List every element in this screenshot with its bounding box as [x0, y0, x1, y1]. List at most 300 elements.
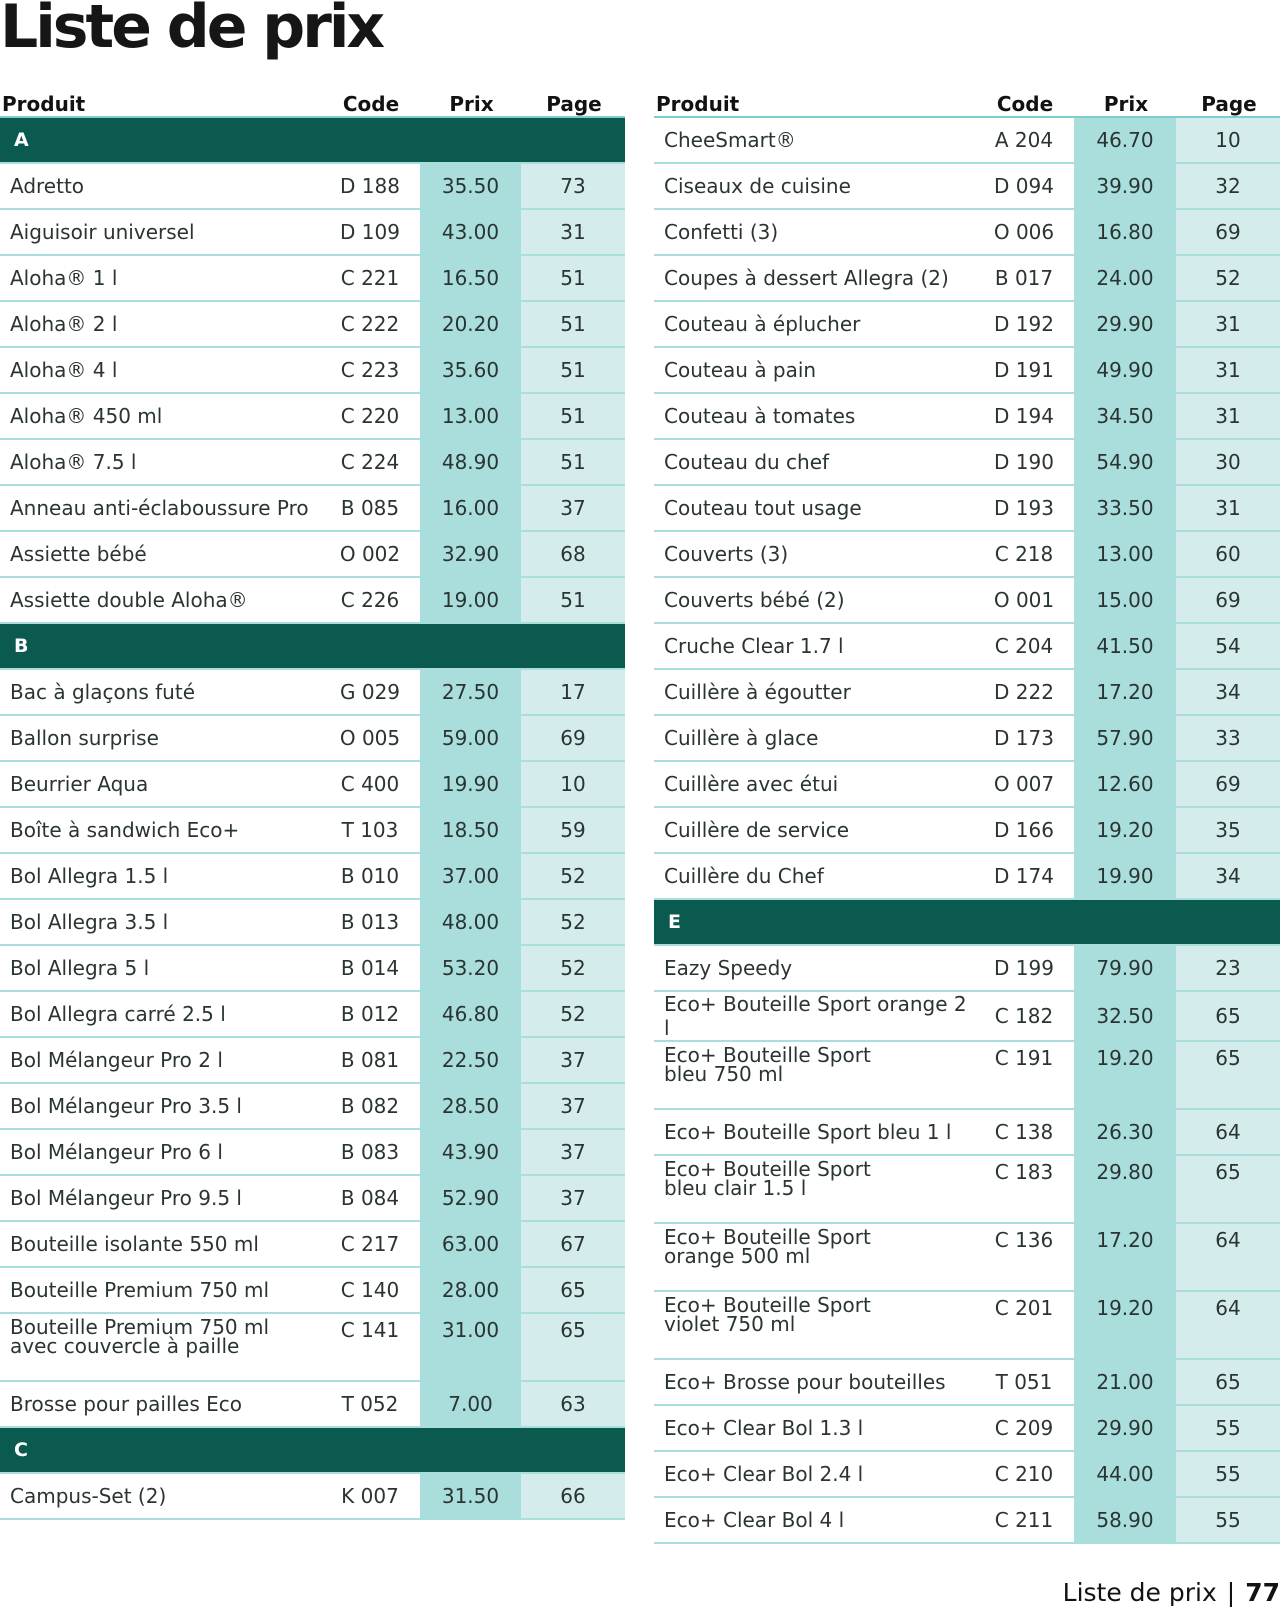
product-name [654, 1451, 974, 1497]
product-page: 37 [521, 1129, 625, 1175]
product-price: 48.00 [420, 899, 521, 945]
product-name-line: Cuillère avec étui [664, 772, 839, 796]
section-letter: B [0, 623, 625, 669]
section-header-row [0, 1427, 625, 1473]
product-name-line: Couteau à tomates [664, 404, 856, 428]
product-code: B 082 [320, 1083, 420, 1129]
product-name [0, 347, 320, 393]
product-name-line: Eco+ Bouteille Sport [664, 1225, 871, 1249]
product-page: 51 [521, 577, 625, 623]
product-name [0, 531, 320, 577]
product-name [0, 1473, 320, 1519]
product-name-line: Eco+ Bouteille Sport bleu 1 l [664, 1120, 952, 1144]
product-name [0, 1083, 320, 1129]
product-name-line: Aloha® 7.5 l [10, 450, 137, 474]
product-name [654, 577, 974, 623]
product-name-line: Eco+ Clear Bol 1.3 l [664, 1416, 864, 1440]
table-row [0, 899, 625, 945]
product-code: O 002 [320, 531, 420, 577]
table-row [654, 439, 1280, 485]
product-price: 24.00 [1074, 255, 1176, 301]
product-code: C 221 [320, 255, 420, 301]
product-name-line: Cuillère à égoutter [664, 680, 851, 704]
product-code: C 138 [974, 1109, 1074, 1155]
product-page: 30 [1176, 439, 1280, 485]
product-page: 69 [521, 715, 625, 761]
table-row [654, 209, 1280, 255]
table-row [654, 1405, 1280, 1451]
product-page: 34 [1176, 853, 1280, 899]
product-name [654, 393, 974, 439]
product-name [654, 623, 974, 669]
product-page: 10 [1176, 117, 1280, 163]
product-name-line-2: bleu 750 ml [664, 1062, 784, 1086]
product-page: 32 [1176, 163, 1280, 209]
product-name [0, 439, 320, 485]
product-page: 69 [1176, 761, 1280, 807]
table-row [0, 1267, 625, 1313]
product-page: 52 [521, 853, 625, 899]
product-name [0, 255, 320, 301]
product-code: B 081 [320, 1037, 420, 1083]
product-price: 46.80 [420, 991, 521, 1037]
product-name-line: Eco+ Bouteille Sport [664, 1293, 871, 1317]
product-name-line: Brosse pour pailles Eco [10, 1392, 243, 1416]
table-row [0, 531, 625, 577]
header-page: Page [1176, 86, 1280, 117]
product-price: 28.50 [420, 1083, 521, 1129]
product-price: 16.00 [420, 485, 521, 531]
product-code: C 400 [320, 761, 420, 807]
product-page: 51 [521, 439, 625, 485]
table-row [0, 715, 625, 761]
product-price: 57.90 [1074, 715, 1176, 761]
product-name-line: Beurrier Aqua [10, 772, 149, 796]
product-name [0, 301, 320, 347]
table-row [654, 577, 1280, 623]
product-name [0, 761, 320, 807]
product-price: 54.90 [1074, 439, 1176, 485]
product-name [0, 1037, 320, 1083]
product-price: 39.90 [1074, 163, 1176, 209]
table-row [0, 163, 625, 209]
product-price: 22.50 [420, 1037, 521, 1083]
product-code: T 051 [974, 1359, 1074, 1405]
header-product: Produit [0, 86, 320, 117]
product-page: 35 [1176, 807, 1280, 853]
product-price: 35.50 [420, 163, 521, 209]
page-title: Liste de prix [0, 0, 383, 62]
product-code: C 136 [974, 1223, 1074, 1291]
product-page: 37 [521, 1083, 625, 1129]
product-page: 65 [1176, 1359, 1280, 1405]
section-header-row [654, 899, 1280, 945]
table-row [654, 1223, 1280, 1291]
product-price: 17.20 [1074, 1223, 1176, 1291]
product-code: B 010 [320, 853, 420, 899]
price-list-right [654, 86, 1280, 1544]
product-price: 48.90 [420, 439, 521, 485]
product-page: 64 [1176, 1109, 1280, 1155]
table-header-row [0, 86, 625, 117]
product-price: 13.00 [1074, 531, 1176, 577]
product-code: O 001 [974, 577, 1074, 623]
product-price: 21.00 [1074, 1359, 1176, 1405]
product-page: 67 [521, 1221, 625, 1267]
product-price: 34.50 [1074, 393, 1176, 439]
product-name-line: Eazy Speedy [664, 956, 793, 980]
table-row [654, 1291, 1280, 1359]
product-name-line: Couteau à pain [664, 358, 817, 382]
product-name [654, 531, 974, 577]
product-name [654, 209, 974, 255]
product-name-line: Couteau tout usage [664, 496, 862, 520]
product-name [0, 577, 320, 623]
product-price: 19.20 [1074, 1041, 1176, 1109]
product-code: K 007 [320, 1473, 420, 1519]
product-page: 17 [521, 669, 625, 715]
product-name [0, 1381, 320, 1427]
header-code: Code [974, 86, 1074, 117]
product-price: 59.00 [420, 715, 521, 761]
table-row [654, 1155, 1280, 1223]
product-price: 15.00 [1074, 577, 1176, 623]
product-code: D 194 [974, 393, 1074, 439]
product-code: D 166 [974, 807, 1074, 853]
product-price: 33.50 [1074, 485, 1176, 531]
product-page: 66 [521, 1473, 625, 1519]
product-code: B 085 [320, 485, 420, 531]
product-price: 49.90 [1074, 347, 1176, 393]
product-name-line: Adretto [10, 174, 85, 198]
product-price: 52.90 [420, 1175, 521, 1221]
product-name [654, 255, 974, 301]
product-name [0, 1267, 320, 1313]
header-page: Page [521, 86, 625, 117]
product-page: 60 [1176, 531, 1280, 577]
product-name [654, 117, 974, 163]
product-page: 37 [521, 485, 625, 531]
product-name-line: Ciseaux de cuisine [664, 174, 851, 198]
product-name-line: Bol Allegra carré 2.5 l [10, 1002, 226, 1026]
table-row [0, 255, 625, 301]
product-name-line: Cuillère du Chef [664, 864, 824, 888]
product-name-line: Bol Allegra 5 l [10, 956, 150, 980]
product-price: 19.90 [420, 761, 521, 807]
product-name-line: Coupes à dessert Allegra (2) [664, 266, 949, 290]
table-row [654, 715, 1280, 761]
product-name [654, 347, 974, 393]
product-name-line: Anneau anti-éclaboussure Pro [10, 496, 309, 520]
product-page: 51 [521, 393, 625, 439]
product-name [0, 1313, 320, 1381]
section-header-row [0, 117, 625, 163]
product-page: 52 [1176, 255, 1280, 301]
product-page: 65 [1176, 1155, 1280, 1223]
table-row [654, 485, 1280, 531]
product-code: B 014 [320, 945, 420, 991]
product-code: C 183 [974, 1155, 1074, 1223]
footer-label: Liste de prix [1062, 1578, 1217, 1607]
product-price: 46.70 [1074, 117, 1176, 163]
product-page: 10 [521, 761, 625, 807]
product-name [0, 1129, 320, 1175]
page-number: 77 [1245, 1578, 1280, 1607]
product-price: 43.90 [420, 1129, 521, 1175]
product-name-line: Eco+ Clear Bol 4 l [664, 1508, 845, 1532]
table-row [0, 1037, 625, 1083]
product-code: D 190 [974, 439, 1074, 485]
product-page: 69 [1176, 209, 1280, 255]
product-name [654, 163, 974, 209]
product-price: 7.00 [420, 1381, 521, 1427]
table-row [654, 853, 1280, 899]
product-name [0, 991, 320, 1037]
product-page: 55 [1176, 1497, 1280, 1543]
header-price: Prix [420, 86, 521, 117]
product-code: C 204 [974, 623, 1074, 669]
product-name-line: Cuillère à glace [664, 726, 819, 750]
product-name [654, 1405, 974, 1451]
product-price: 37.00 [420, 853, 521, 899]
page-footer [1063, 1578, 1280, 1607]
header-product: Produit [654, 86, 974, 117]
table-row [0, 1221, 625, 1267]
product-name-line: Eco+ Clear Bol 2.4 l [664, 1462, 864, 1486]
product-page: 64 [1176, 1291, 1280, 1359]
product-name-line: Assiette bébé [10, 542, 147, 566]
product-name-line-2: orange 500 ml [664, 1244, 811, 1268]
table-row [654, 255, 1280, 301]
product-page: 37 [521, 1175, 625, 1221]
product-name-line: Couverts bébé (2) [664, 588, 845, 612]
product-page: 68 [521, 531, 625, 577]
product-price: 63.00 [420, 1221, 521, 1267]
table-row [654, 163, 1280, 209]
table-row [0, 991, 625, 1037]
table-row [0, 301, 625, 347]
table-row [654, 531, 1280, 577]
product-page: 31 [1176, 347, 1280, 393]
product-name-line: Assiette double Aloha® [10, 588, 248, 612]
product-price: 29.90 [1074, 301, 1176, 347]
product-name-line-2: avec couvercle à paille [10, 1334, 240, 1358]
product-page: 31 [521, 209, 625, 255]
table-row [0, 393, 625, 439]
product-name-line: Aiguisoir universel [10, 220, 195, 244]
product-page: 65 [1176, 1041, 1280, 1109]
product-page: 31 [1176, 393, 1280, 439]
product-code: D 109 [320, 209, 420, 255]
table-row [654, 761, 1280, 807]
table-body-left [0, 117, 625, 1519]
table-row [0, 1083, 625, 1129]
product-page: 55 [1176, 1451, 1280, 1497]
table-row [654, 1041, 1280, 1109]
section-letter: A [0, 117, 625, 163]
product-page: 65 [521, 1313, 625, 1381]
product-code: C 209 [974, 1405, 1074, 1451]
product-code: C 218 [974, 531, 1074, 577]
product-name-line: Cuillère de service [664, 818, 850, 842]
product-code: C 210 [974, 1451, 1074, 1497]
product-name [654, 715, 974, 761]
product-name [0, 1175, 320, 1221]
product-price: 26.30 [1074, 1109, 1176, 1155]
table-row [0, 1129, 625, 1175]
table-row [0, 209, 625, 255]
product-code: D 174 [974, 853, 1074, 899]
product-name-line: Bouteille isolante 550 ml [10, 1232, 259, 1256]
product-name [0, 715, 320, 761]
product-page: 59 [521, 807, 625, 853]
product-name-line: Bol Mélangeur Pro 2 l [10, 1048, 223, 1072]
product-name-line: Eco+ Bouteille Sport [664, 1157, 871, 1181]
product-code: D 193 [974, 485, 1074, 531]
product-name [654, 1359, 974, 1405]
product-name-line: Bol Mélangeur Pro 3.5 l [10, 1094, 242, 1118]
product-price: 16.50 [420, 255, 521, 301]
product-page: 69 [1176, 577, 1280, 623]
table-row [0, 347, 625, 393]
product-name-line: Bol Allegra 1.5 l [10, 864, 169, 888]
product-name [0, 163, 320, 209]
section-header-row [0, 623, 625, 669]
table-row [0, 1313, 625, 1381]
product-code: T 103 [320, 807, 420, 853]
table-body-right [654, 117, 1280, 1543]
table-row [654, 1359, 1280, 1405]
product-page: 65 [521, 1267, 625, 1313]
product-code: B 012 [320, 991, 420, 1037]
product-name [654, 853, 974, 899]
table-row [654, 945, 1280, 991]
product-name-line: Bouteille Premium 750 ml [10, 1315, 270, 1339]
table-row [654, 1497, 1280, 1543]
table-row [0, 1473, 625, 1519]
product-name [654, 945, 974, 991]
table-row [0, 945, 625, 991]
product-page: 52 [521, 945, 625, 991]
product-price: 16.80 [1074, 209, 1176, 255]
product-code: C 222 [320, 301, 420, 347]
product-name-line: Couteau à éplucher [664, 312, 861, 336]
product-price: 17.20 [1074, 669, 1176, 715]
product-page: 33 [1176, 715, 1280, 761]
product-code: C 191 [974, 1041, 1074, 1109]
product-name-line: Couteau du chef [664, 450, 830, 474]
table-row [654, 117, 1280, 163]
footer-separator: | [1226, 1578, 1236, 1607]
price-list-left [0, 86, 625, 1520]
product-price: 19.00 [420, 577, 521, 623]
product-name [654, 1497, 974, 1543]
section-letter: E [654, 899, 1280, 945]
product-price: 43.00 [420, 209, 521, 255]
product-price: 27.50 [420, 669, 521, 715]
product-name [654, 1041, 974, 1109]
product-page: 23 [1176, 945, 1280, 991]
product-code: C 223 [320, 347, 420, 393]
product-price: 13.00 [420, 393, 521, 439]
product-code: C 226 [320, 577, 420, 623]
product-name [654, 669, 974, 715]
product-name-line: Couverts (3) [664, 542, 789, 566]
product-page: 31 [1176, 301, 1280, 347]
table-row [654, 301, 1280, 347]
product-code: A 204 [974, 117, 1074, 163]
product-code: T 052 [320, 1381, 420, 1427]
table-row [0, 807, 625, 853]
table-row [0, 1381, 625, 1427]
product-price: 31.50 [420, 1473, 521, 1519]
product-name-line-2: violet 750 ml [664, 1312, 796, 1336]
product-name [0, 945, 320, 991]
product-price: 18.50 [420, 807, 521, 853]
product-page: 54 [1176, 623, 1280, 669]
product-name [0, 807, 320, 853]
product-name [0, 209, 320, 255]
table-row [0, 669, 625, 715]
product-name [654, 485, 974, 531]
product-price: 35.60 [420, 347, 521, 393]
product-name [654, 1109, 974, 1155]
product-code: B 017 [974, 255, 1074, 301]
product-page: 34 [1176, 669, 1280, 715]
product-code: B 084 [320, 1175, 420, 1221]
product-name [0, 853, 320, 899]
product-page: 51 [521, 301, 625, 347]
product-name-line-2: bleu clair 1.5 l [664, 1176, 807, 1200]
product-name-line: Ballon surprise [10, 726, 159, 750]
product-name-line: Aloha® 1 l [10, 266, 118, 290]
table-row [654, 807, 1280, 853]
product-name [654, 439, 974, 485]
table-row [0, 485, 625, 531]
product-name-line: Campus-Set (2) [10, 1484, 167, 1508]
product-name [654, 761, 974, 807]
product-name [654, 991, 974, 1041]
product-price: 32.90 [420, 531, 521, 577]
table-row [0, 761, 625, 807]
product-code: G 029 [320, 669, 420, 715]
product-page: 52 [521, 991, 625, 1037]
product-code: O 006 [974, 209, 1074, 255]
product-code: C 140 [320, 1267, 420, 1313]
product-page: 31 [1176, 485, 1280, 531]
product-name [0, 485, 320, 531]
product-page: 51 [521, 347, 625, 393]
product-name [654, 807, 974, 853]
product-price: 32.50 [1074, 991, 1176, 1041]
product-page: 52 [521, 899, 625, 945]
product-page: 65 [1176, 991, 1280, 1041]
product-price: 58.90 [1074, 1497, 1176, 1543]
product-name [654, 1291, 974, 1359]
product-name [0, 1221, 320, 1267]
product-price: 29.90 [1074, 1405, 1176, 1451]
product-name-line: CheeSmart® [664, 128, 796, 152]
product-name-line: Bol Mélangeur Pro 9.5 l [10, 1186, 242, 1210]
product-page: 55 [1176, 1405, 1280, 1451]
table-row [0, 853, 625, 899]
product-name-line: Bouteille Premium 750 ml [10, 1278, 270, 1302]
product-name [0, 393, 320, 439]
table-row [654, 1109, 1280, 1155]
price-table-right [654, 86, 1280, 1544]
price-table-left [0, 86, 625, 1520]
product-price: 19.20 [1074, 807, 1176, 853]
